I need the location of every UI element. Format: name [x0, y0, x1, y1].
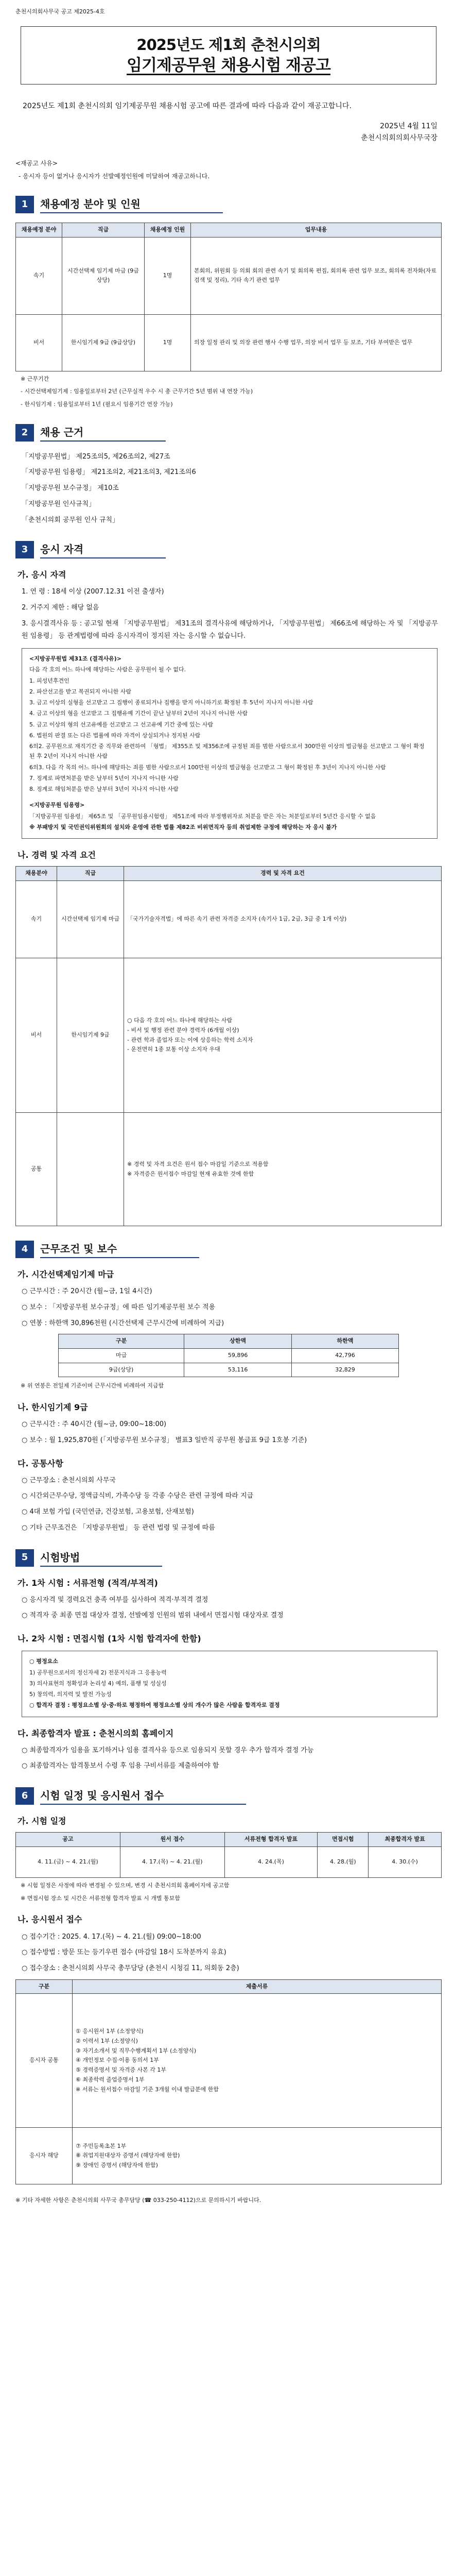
box-line: 5) 창의력, 의지력 및 발전 가능성: [29, 1691, 112, 1698]
th-grade: 직급: [62, 223, 145, 238]
cell-grade: [57, 1113, 124, 1226]
cell-doc-kind: 응시자 해당: [16, 2128, 73, 2184]
cell-area: 비서: [16, 314, 62, 371]
table-note: - 시간선택제임기제 : 임용일로부터 2년 (근무실적 우수 시 총 근무기간 5년 범위 내 연장 가능): [21, 388, 253, 395]
th-schedule: 공고: [16, 1833, 120, 1847]
th-kind: 구분: [58, 1334, 184, 1349]
section-6-heading: [15, 1787, 442, 1805]
table-row: [16, 1994, 442, 2128]
condition-item: ○ 근무장소 : 춘천시의회 사무국: [22, 1476, 116, 1484]
box-title: <지방공무원 임용령>: [29, 802, 85, 809]
cell-area: 비서: [16, 958, 57, 1113]
section-3-heading: [15, 541, 442, 558]
box-title: <지방공무원법 제31조 (결격사유)>: [29, 655, 121, 663]
cell-duty: 의장 일정 관리 및 의장 관련 행사 수행 업무, 의장 비서 업무 등 보조, 기타 부여받은 업무: [191, 314, 442, 371]
box-line: ○ 합격자 결정 : 평정요소별 상·중·하로 평정하여 평정요소별 상의 개수가 많은 사람을 합격자로 결정: [29, 1702, 280, 1709]
basis-item: 「지방공무원 인사규칙」: [22, 500, 96, 508]
table-row: [16, 958, 442, 1113]
footer-note: ※ 기타 자세한 사항은 춘천시의회 사무국 총무담당 (☎ 033-250-4112)으로 문의하시기 바랍니다.: [15, 2197, 261, 2204]
cell-requirement: 「국가기술자격법」에 따른 속기 관련 자격증 소지자 (속기사 1급, 2급, 3급 중 1개 이상): [124, 881, 442, 958]
box-line: 2. 파산선고를 받고 복권되지 아니한 사람: [29, 688, 131, 695]
condition-item: ○ 기타 근무조건은 「지방공무원법」 등 관련 법령 및 규정에 따름: [22, 1523, 215, 1532]
box-line: 3. 금고 이상의 실형을 선고받고 그 집행이 종료되거나 집행을 받지 아니하기로 확정된 후 5년이 지나지 아니한 사람: [29, 699, 313, 706]
exam-item: ○ 적격자 중 최종 면접 대상자 결정, 선발예정 인원의 범위 내에서 면접시험 대상자로 결정: [22, 1612, 284, 1620]
subsection-title: 나. 한시임기제 9급: [18, 1402, 88, 1413]
th-docs: 제출서류: [73, 1979, 442, 1994]
requirement-table: [15, 866, 442, 1226]
disqualification-box: [22, 648, 437, 839]
section-4-heading: [15, 1241, 442, 1258]
th-schedule: 서류전형 합격자 발표: [224, 1833, 318, 1847]
application-item: ○ 접수장소 : 춘천시의회 사무국 총무담당 (춘천시 시청길 11, 의회동 2층): [22, 1964, 239, 1972]
notice-number: 춘천시의회사무국 공고 제2025-4호: [15, 8, 105, 15]
table-row: [16, 314, 442, 371]
section-number: 4: [15, 1241, 34, 1258]
box-line: ※ 부패방지 및 국민권익위원회의 설치와 운영에 관한 법률 제82조 비위면직자 등의 취업제한 규정에 해당하는 자 응시 불가: [29, 823, 337, 831]
recruit-table: [15, 223, 442, 371]
intro-text: 2025년도 제1회 춘천시의회 임기제공무원 채용시험 공고에 따른 결과에 따라 다음과 같이 재공고합니다.: [23, 101, 352, 110]
th-schedule: 최종합격자 발표: [369, 1833, 442, 1847]
subsection-title: 가. 응시 자격: [18, 570, 66, 580]
cell-area: 공통: [16, 1113, 57, 1226]
table-row: [58, 1348, 398, 1363]
box-line: 6의3. 다음 각 목의 어느 하나에 해당하는 죄를 범한 사람으로서 100만원 이상의 벌금형을 선고받고 그 형이 확정된 후 3년이 지나지 아니한 사람: [29, 764, 386, 771]
box-line: 8. 징계로 해임처분을 받은 날부터 3년이 지나지 아니한 사람: [29, 786, 179, 793]
subsection-title: 나. 2차 시험 : 면접시험 (1차 시험 합격자에 한함): [18, 1634, 201, 1644]
subsection-title: 다. 공통사항: [18, 1458, 63, 1468]
section-number: 1: [15, 196, 34, 213]
cell-grade: 시간선택제 임기제 마급 (9급상당): [62, 237, 145, 314]
section-number: 2: [15, 424, 34, 442]
cell-duty: 본회의, 위원회 등 의회 회의 관련 속기 및 회의록 편집, 회의록 관련 업무 보조, 회의록 전자화(자료 검색 및 정리), 기타 속기 관련 업무: [191, 237, 442, 314]
memo-title: <재공고 사유>: [15, 160, 58, 167]
table-note: ※ 근무기간: [21, 375, 49, 382]
section-title: 근무조건 및 보수: [40, 1241, 199, 1258]
subsection-title: 가. 시험 일정: [18, 1816, 66, 1826]
condition-item: ○ 근무시간 : 주 40시간 (월~금, 09:00~18:00): [22, 1420, 167, 1429]
section-2-heading: [15, 424, 442, 442]
subsection-title: 나. 경력 및 자격 요건: [18, 850, 96, 860]
th-grade: 직급: [57, 867, 124, 881]
cell-grade: 한시임기제 9급 (9급상당): [62, 314, 145, 371]
notice-date: 2025년 4월 11일: [380, 122, 437, 130]
application-item: ○ 접수기간 : 2025. 4. 17.(목) ~ 4. 21.(월) 09:00~18:00: [22, 1933, 201, 1941]
condition-item: ○ 시간외근무수당, 정액급식비, 가족수당 등 각종 수당은 관련 규정에 따라 지급: [22, 1492, 254, 1500]
subsection-title: 나. 응시원서 접수: [18, 1914, 82, 1925]
cell-schedule: 4. 30.(수): [369, 1846, 442, 1877]
th-area: 채용예정 분야: [16, 223, 62, 238]
cell-upper: 59,896: [184, 1348, 291, 1363]
exam-item: ○ 최종합격자는 합격통보서 수령 후 임용 구비서류를 제출하여야 함: [22, 1762, 219, 1770]
cell-count: 1명: [145, 237, 191, 314]
documents-table: [15, 1979, 442, 2185]
schedule-note: ※ 시험 일정은 사정에 따라 변경될 수 있으며, 변경 시 춘천시의회 홈페이지에 공고함: [21, 1882, 230, 1889]
cell-schedule: 4. 11.(금) ~ 4. 21.(월): [16, 1846, 120, 1877]
table-row: [58, 1363, 398, 1377]
section-title: 채용예정 분야 및 인원: [40, 196, 223, 213]
condition-item: ○ 근무시간 : 주 20시간 (월~금, 1일 4시간): [22, 1287, 152, 1296]
section-5-heading: [15, 1549, 442, 1567]
section-number: 3: [15, 541, 34, 558]
pay-note: ※ 위 연봉은 전일제 기준이며 근무시간에 비례하여 지급함: [21, 1382, 164, 1389]
memo-reason: - 응시자 등이 없거나 응시자가 선발예정인원에 미달하여 재공고하니다.: [19, 172, 210, 180]
subsection-title: 가. 1차 시험 : 서류전형 (적격/부적격): [18, 1578, 158, 1588]
cell-grade: 시간선택제 임기제 마급: [57, 881, 124, 958]
condition-item: ○ 보수 : 「지방공무원 보수규정」에 따른 임기제공무원 보수 적용: [22, 1303, 216, 1311]
th-lower: 하한액: [291, 1334, 398, 1349]
basis-item: 「지방공무원법」 제25조의5, 제26조의2, 제27조: [22, 452, 170, 461]
th-area: 채용분야: [16, 867, 57, 881]
cell-kind: 9급(상당): [58, 1363, 184, 1377]
box-line: 1. 피성년후견인: [29, 677, 69, 684]
box-line: 「지방공무원 임용령」 제65조 및 「공무원임용시험령」 제51조에 따라 부정행위자로 처분을 받은 자는 처분일로부터 5년간 응시할 수 없음: [29, 812, 376, 820]
section-number: 5: [15, 1549, 34, 1567]
cell-doc-kind: 응시자 공통: [16, 1994, 73, 2128]
cell-upper: 53,116: [184, 1363, 291, 1377]
section-1-heading: [15, 196, 442, 213]
section-title: 채용 근거: [40, 424, 166, 442]
th-requirement: 경력 및 자격 요건: [124, 867, 442, 881]
cell-requirement: ○ 다음 각 호의 어느 하나에 해당하는 사람 - 비서 및 행정 관련 분야 경력자 (6개월 이상) - 관련 학과 졸업자 또는 이에 상응하는 학력 소지자 - 운전면허 1종 보통 이상 소지자 우대: [124, 958, 442, 1113]
cell-schedule: 4. 17.(목) ~ 4. 21.(월): [120, 1846, 224, 1877]
box-line: ○ 평정요소: [29, 1658, 58, 1665]
exam-item: ○ 최종합격자가 임용을 포기하거나 임용 결격사유 등으로 임용되지 못할 경우 추가 합격자 결정 가능: [22, 1746, 314, 1754]
table-note: - 한시임기제 : 임용일로부터 1년 (필요시 임용기간 연장 가능): [21, 401, 173, 408]
cell-docs: ⑦ 주민등록초본 1부 ⑧ 취업지원대상자 증명서 (해당자에 한함) ⑨ 장애인 증명서 (해당자에 한함): [73, 2128, 442, 2184]
table-row: [16, 237, 442, 314]
condition-item: ○ 연봉 : 하한액 30,896천원 (시간선택제 근무시간에 비례하여 지급): [22, 1319, 224, 1327]
cell-area: 속기: [16, 237, 62, 314]
cell-grade: 한시임기제 9급: [57, 958, 124, 1113]
box-line: 7. 징계로 파면처분을 받은 날부터 5년이 지나지 아니한 사람: [29, 774, 179, 782]
section-title: 시험 일정 및 응시원서 접수: [40, 1787, 246, 1805]
title-line-2: 임기제공무원 채용시험 재공고: [127, 56, 330, 75]
basis-item: 「지방공무원 임용령」 제21조의2, 제21조의3, 제21조의6: [22, 468, 196, 477]
title-box: [21, 26, 436, 84]
box-line: 5. 금고 이상의 형의 선고유예를 선고받고 그 선고유예 기간 중에 있는 사람: [29, 721, 214, 728]
section-title: 시험방법: [40, 1549, 162, 1567]
cell-schedule: 4. 24.(목): [224, 1846, 318, 1877]
section-number: 6: [15, 1787, 34, 1805]
basis-item: 「춘천시의회 공무원 인사 규칙」: [22, 516, 119, 524]
cell-kind: 마급: [58, 1348, 184, 1363]
schedule-note: ※ 면접시험 장소 및 시간은 서류전형 합격자 발표 시 개별 통보함: [21, 1894, 180, 1902]
basis-item: 「지방공무원 보수규정」 제10조: [22, 484, 119, 493]
interview-box: [22, 1651, 437, 1717]
box-line: 3) 의사표현의 정확성과 논리성 4) 예의, 품행 및 성실성: [29, 1680, 167, 1687]
table-row: [16, 881, 442, 958]
cell-schedule: 4. 28.(월): [318, 1846, 369, 1877]
table-row: [16, 1846, 442, 1877]
issuer: 춘천시의회의회사무국장: [361, 134, 437, 143]
th-doc-kind: 구분: [16, 1979, 73, 1994]
pay-table: [58, 1334, 399, 1377]
condition-item: ○ 4대 보험 가입 (국민연금, 건강보험, 고용보험, 산재보험): [22, 1508, 194, 1516]
th-upper: 상한액: [184, 1334, 291, 1349]
th-duty: 업무내용: [191, 223, 442, 238]
condition-item: ○ 보수 : 월 1,925,870원 (「지방공무원 보수규정」 별표3 일반직 공무원 봉급표 9급 1호봉 기준): [22, 1436, 307, 1444]
table-row: [16, 2128, 442, 2184]
box-line: 6. 법원의 판결 또는 다른 법률에 따라 자격이 상실되거나 정지된 사람: [29, 732, 201, 739]
cell-lower: 32,829: [291, 1363, 398, 1377]
cell-requirement: ※ 경력 및 자격 요건은 원서 접수 마감일 기준으로 적용함 ※ 자격증은 원서접수 마감일 현재 유효한 것에 한함: [124, 1113, 442, 1226]
subsection-title: 가. 시간선택제임기제 마급: [18, 1269, 114, 1280]
cell-count: 1명: [145, 314, 191, 371]
box-line: 1) 공무원으로서의 정신자세 2) 전문지식과 그 응용능력: [29, 1669, 167, 1676]
subsection-title: 다. 최종합격자 발표 : 춘천시의회 홈페이지: [18, 1728, 174, 1738]
exam-item: ○ 응시자격 및 경력요건 충족 여부를 심사하여 적격·부적격 결정: [22, 1596, 208, 1604]
box-line: 다음 각 호의 어느 하나에 해당하는 사람은 공무원이 될 수 없다.: [29, 666, 186, 673]
application-item: ○ 접수방법 : 방문 또는 등기우편 접수 (마감일 18시 도착분까지 유효): [22, 1948, 226, 1957]
table-row: [16, 1113, 442, 1226]
box-line: 6의2. 공무원으로 재직기간 중 직무와 관련하여 「형법」 제355조 및 제356조에 규정된 죄를 범한 사람으로서 300만원 이상의 벌금형을 선고받고 그 형이 확정된 후 2년이 지나지 아니한 사람: [29, 743, 425, 760]
cell-docs: ① 응시원서 1부 (소정양식) ② 이력서 1부 (소정양식) ③ 자기소개서 및 직무수행계획서 1부 (소정양식) ④ 개인정보 수집·이용 동의서 1부 ⑤ 경력증명서 및 자격증 사본 각 1부 ⑥ 최종학력 졸업증명서 1부 ※ 서류는 원서접수 마감일 기준 3개월 이내 발급분에 한함: [73, 1994, 442, 2128]
th-count: 채용예정 인원: [145, 223, 191, 238]
section-title: 응시 자격: [40, 541, 166, 558]
qualification-item: 1. 연 령 : 18세 이상 (2007.12.31 이전 출생자): [22, 588, 164, 596]
schedule-table: [15, 1832, 442, 1878]
qualification-item: 3. 응시결격사유 등 : 공고일 현재 「지방공무원법」 제31조의 결격사유에 해당하거나, 「지방공무원법」 제66조에 해당하는 자 및 「지방공무원 임용령」 등 관계법령에 따라 응시자격이 정지된 자는 응시할 수 없습니다.: [22, 619, 438, 640]
cell-lower: 42,796: [291, 1348, 398, 1363]
box-line: 4. 금고 이상의 형을 선고받고 그 집행유예 기간이 끝난 날부터 2년이 지나지 아니한 사람: [29, 710, 248, 717]
qualification-item: 2. 거주지 제한 : 해당 없음: [22, 604, 99, 612]
title-line-1: 2025년도 제1회 춘천시의회: [136, 36, 321, 54]
cell-area: 속기: [16, 881, 57, 958]
th-schedule: 면접시험: [318, 1833, 369, 1847]
th-schedule: 원서 접수: [120, 1833, 224, 1847]
